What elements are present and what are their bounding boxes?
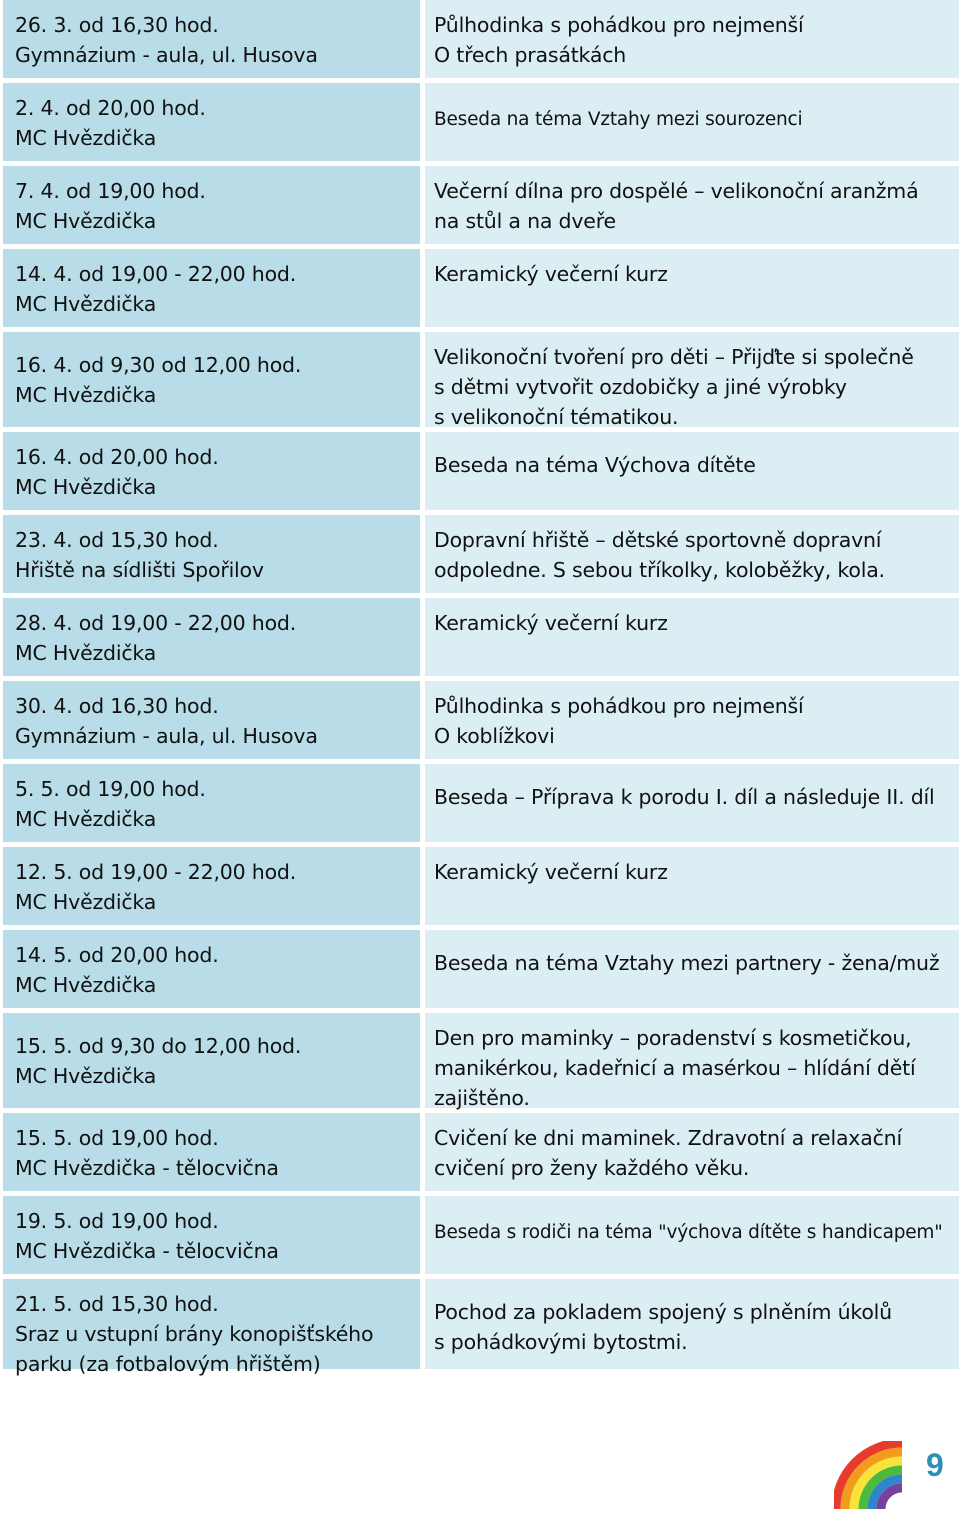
event-description-line: Pochod za pokladem spojený s plněním úkolů	[434, 1300, 892, 1324]
event-datetime: 28. 4. od 19,00 - 22,00 hod.	[15, 611, 297, 635]
event-when-cell	[3, 83, 420, 161]
event-when-cell	[3, 166, 420, 244]
event-description-line: O třech prasátkách	[434, 43, 627, 67]
event-description-line: odpoledne. S sebou tříkolky, koloběžky, kola.	[434, 558, 885, 582]
event-datetime: 19. 5. od 19,00 hod.	[15, 1209, 219, 1233]
event-when-cell	[3, 515, 420, 593]
schedule-row	[0, 1013, 960, 1108]
schedule-row	[0, 930, 960, 1008]
event-description-cell	[425, 764, 959, 842]
event-description-line: Beseda na téma Vztahy mezi partnery - žena/muž	[434, 951, 940, 975]
event-description-line: Půlhodinka s pohádkou pro nejmenší	[434, 694, 804, 718]
event-when-cell	[3, 332, 420, 427]
event-description-cell	[425, 681, 959, 759]
schedule-row	[0, 1196, 960, 1274]
event-datetime: 16. 4. od 20,00 hod.	[15, 445, 219, 469]
event-datetime: 14. 4. od 19,00 - 22,00 hod.	[15, 262, 297, 286]
event-when-cell	[3, 930, 420, 1008]
event-location: MC Hvězdička	[15, 1064, 157, 1088]
event-description-line: manikérkou, kadeřnicí a masérkou – hlídání dětí	[434, 1056, 916, 1080]
event-when-cell	[3, 681, 420, 759]
schedule-row	[0, 1279, 960, 1376]
event-location: MC Hvězdička - tělocvična	[15, 1239, 279, 1263]
event-description-cell	[425, 1113, 959, 1191]
event-description-line: Beseda na téma Vztahy mezi sourozenci	[434, 109, 803, 130]
event-location: Sraz u vstupní brány konopišťského	[15, 1322, 374, 1346]
event-description-cell	[425, 930, 959, 1008]
event-description-cell	[425, 847, 959, 925]
event-location: MC Hvězdička	[15, 209, 157, 233]
event-location: MC Hvězdička	[15, 292, 157, 316]
event-description-line: Velikonoční tvoření pro děti – Přijďte si společně	[434, 345, 914, 369]
event-description-line: Keramický večerní kurz	[434, 860, 668, 884]
event-datetime: 23. 4. od 15,30 hod.	[15, 528, 219, 552]
event-when-cell	[3, 1113, 420, 1191]
event-description-line: zajištěno.	[434, 1086, 530, 1110]
event-description-line: Keramický večerní kurz	[434, 611, 668, 635]
event-when-cell	[3, 1279, 420, 1376]
event-description-line: O koblížkovi	[434, 724, 555, 748]
event-description-line: Keramický večerní kurz	[434, 262, 668, 286]
event-datetime: 2. 4. od 20,00 hod.	[15, 96, 206, 120]
event-location: MC Hvězdička	[15, 973, 157, 997]
event-datetime: 12. 5. od 19,00 - 22,00 hod.	[15, 860, 297, 884]
event-datetime: 15. 5. od 19,00 hod.	[15, 1126, 219, 1150]
event-description-cell	[425, 166, 959, 244]
event-description-cell	[425, 332, 959, 427]
event-when-cell	[3, 249, 420, 327]
page-number: 9	[926, 1447, 944, 1483]
event-when-cell	[3, 432, 420, 510]
event-location: Hřiště na sídlišti Spořilov	[15, 558, 264, 582]
event-location: parku (za fotbalovým hřištěm)	[15, 1352, 321, 1376]
event-location: MC Hvězdička	[15, 890, 157, 914]
event-datetime: 14. 5. od 20,00 hod.	[15, 943, 219, 967]
event-location: MC Hvězdička	[15, 475, 157, 499]
event-description-line: s dětmi vytvořit ozdobičky a jiné výrobky	[434, 375, 847, 399]
event-datetime: 15. 5. od 9,30 do 12,00 hod.	[15, 1034, 302, 1058]
schedule-row	[0, 681, 960, 759]
event-description-cell	[425, 598, 959, 676]
event-when-cell	[3, 1013, 420, 1108]
event-description-line: Cvičení ke dni maminek. Zdravotní a relaxační	[434, 1126, 902, 1150]
schedule-row	[0, 249, 960, 327]
event-datetime: 5. 5. od 19,00 hod.	[15, 777, 206, 801]
event-description-cell	[425, 432, 959, 510]
event-when-cell	[3, 598, 420, 676]
event-description-line: cvičení pro ženy každého věku.	[434, 1156, 750, 1180]
schedule-row	[0, 83, 960, 161]
event-description-cell	[425, 249, 959, 327]
event-description-line: s pohádkovými bytostmi.	[434, 1330, 688, 1354]
event-datetime: 7. 4. od 19,00 hod.	[15, 179, 206, 203]
event-description-cell	[425, 83, 959, 161]
event-when-cell	[3, 764, 420, 842]
event-datetime: 30. 4. od 16,30 hod.	[15, 694, 219, 718]
event-description-cell	[425, 1279, 959, 1369]
event-description-line: Dopravní hřiště – dětské sportovně dopravní	[434, 528, 882, 552]
event-description-cell	[425, 1013, 959, 1108]
event-description-line: na stůl a na dveře	[434, 209, 616, 233]
schedule-row	[0, 1113, 960, 1191]
schedule-row	[0, 515, 960, 593]
schedule-row	[0, 432, 960, 510]
event-when-cell	[3, 1196, 420, 1274]
schedule-row	[0, 0, 960, 78]
event-location: Gymnázium - aula, ul. Husova	[15, 43, 318, 67]
schedule-row	[0, 598, 960, 676]
rainbow-icon	[834, 1441, 904, 1509]
event-location: MC Hvězdička	[15, 807, 157, 831]
event-description-line: Beseda s rodiči na téma "výchova dítěte s handicapem"	[434, 1222, 943, 1243]
schedule-row	[0, 847, 960, 925]
schedule-row	[0, 166, 960, 244]
event-description-cell	[425, 515, 959, 593]
page-footer	[0, 1375, 960, 1515]
event-description-line: s velikonoční tématikou.	[434, 405, 679, 429]
event-location: MC Hvězdička	[15, 641, 157, 665]
event-location: MC Hvězdička	[15, 383, 157, 407]
event-description-cell	[425, 1196, 959, 1274]
event-description-line: Večerní dílna pro dospělé – velikonoční aranžmá	[434, 179, 919, 203]
event-location: Gymnázium - aula, ul. Husova	[15, 724, 318, 748]
event-location: MC Hvězdička	[15, 126, 157, 150]
event-datetime: 26. 3. od 16,30 hod.	[15, 13, 219, 37]
event-description-line: Den pro maminky – poradenství s kosmetičkou,	[434, 1026, 912, 1050]
event-description-cell	[425, 0, 959, 78]
event-description-line: Beseda na téma Výchova dítěte	[434, 453, 756, 477]
event-datetime: 16. 4. od 9,30 od 12,00 hod.	[15, 353, 302, 377]
event-datetime: 21. 5. od 15,30 hod.	[15, 1292, 219, 1316]
event-when-cell	[3, 0, 420, 78]
schedule-row	[0, 764, 960, 842]
event-location: MC Hvězdička - tělocvična	[15, 1156, 279, 1180]
event-when-cell	[3, 847, 420, 925]
event-description-line: Beseda – Příprava k porodu I. díl a následuje II. díl	[434, 785, 935, 809]
schedule-row	[0, 332, 960, 427]
event-description-line: Půlhodinka s pohádkou pro nejmenší	[434, 13, 804, 37]
